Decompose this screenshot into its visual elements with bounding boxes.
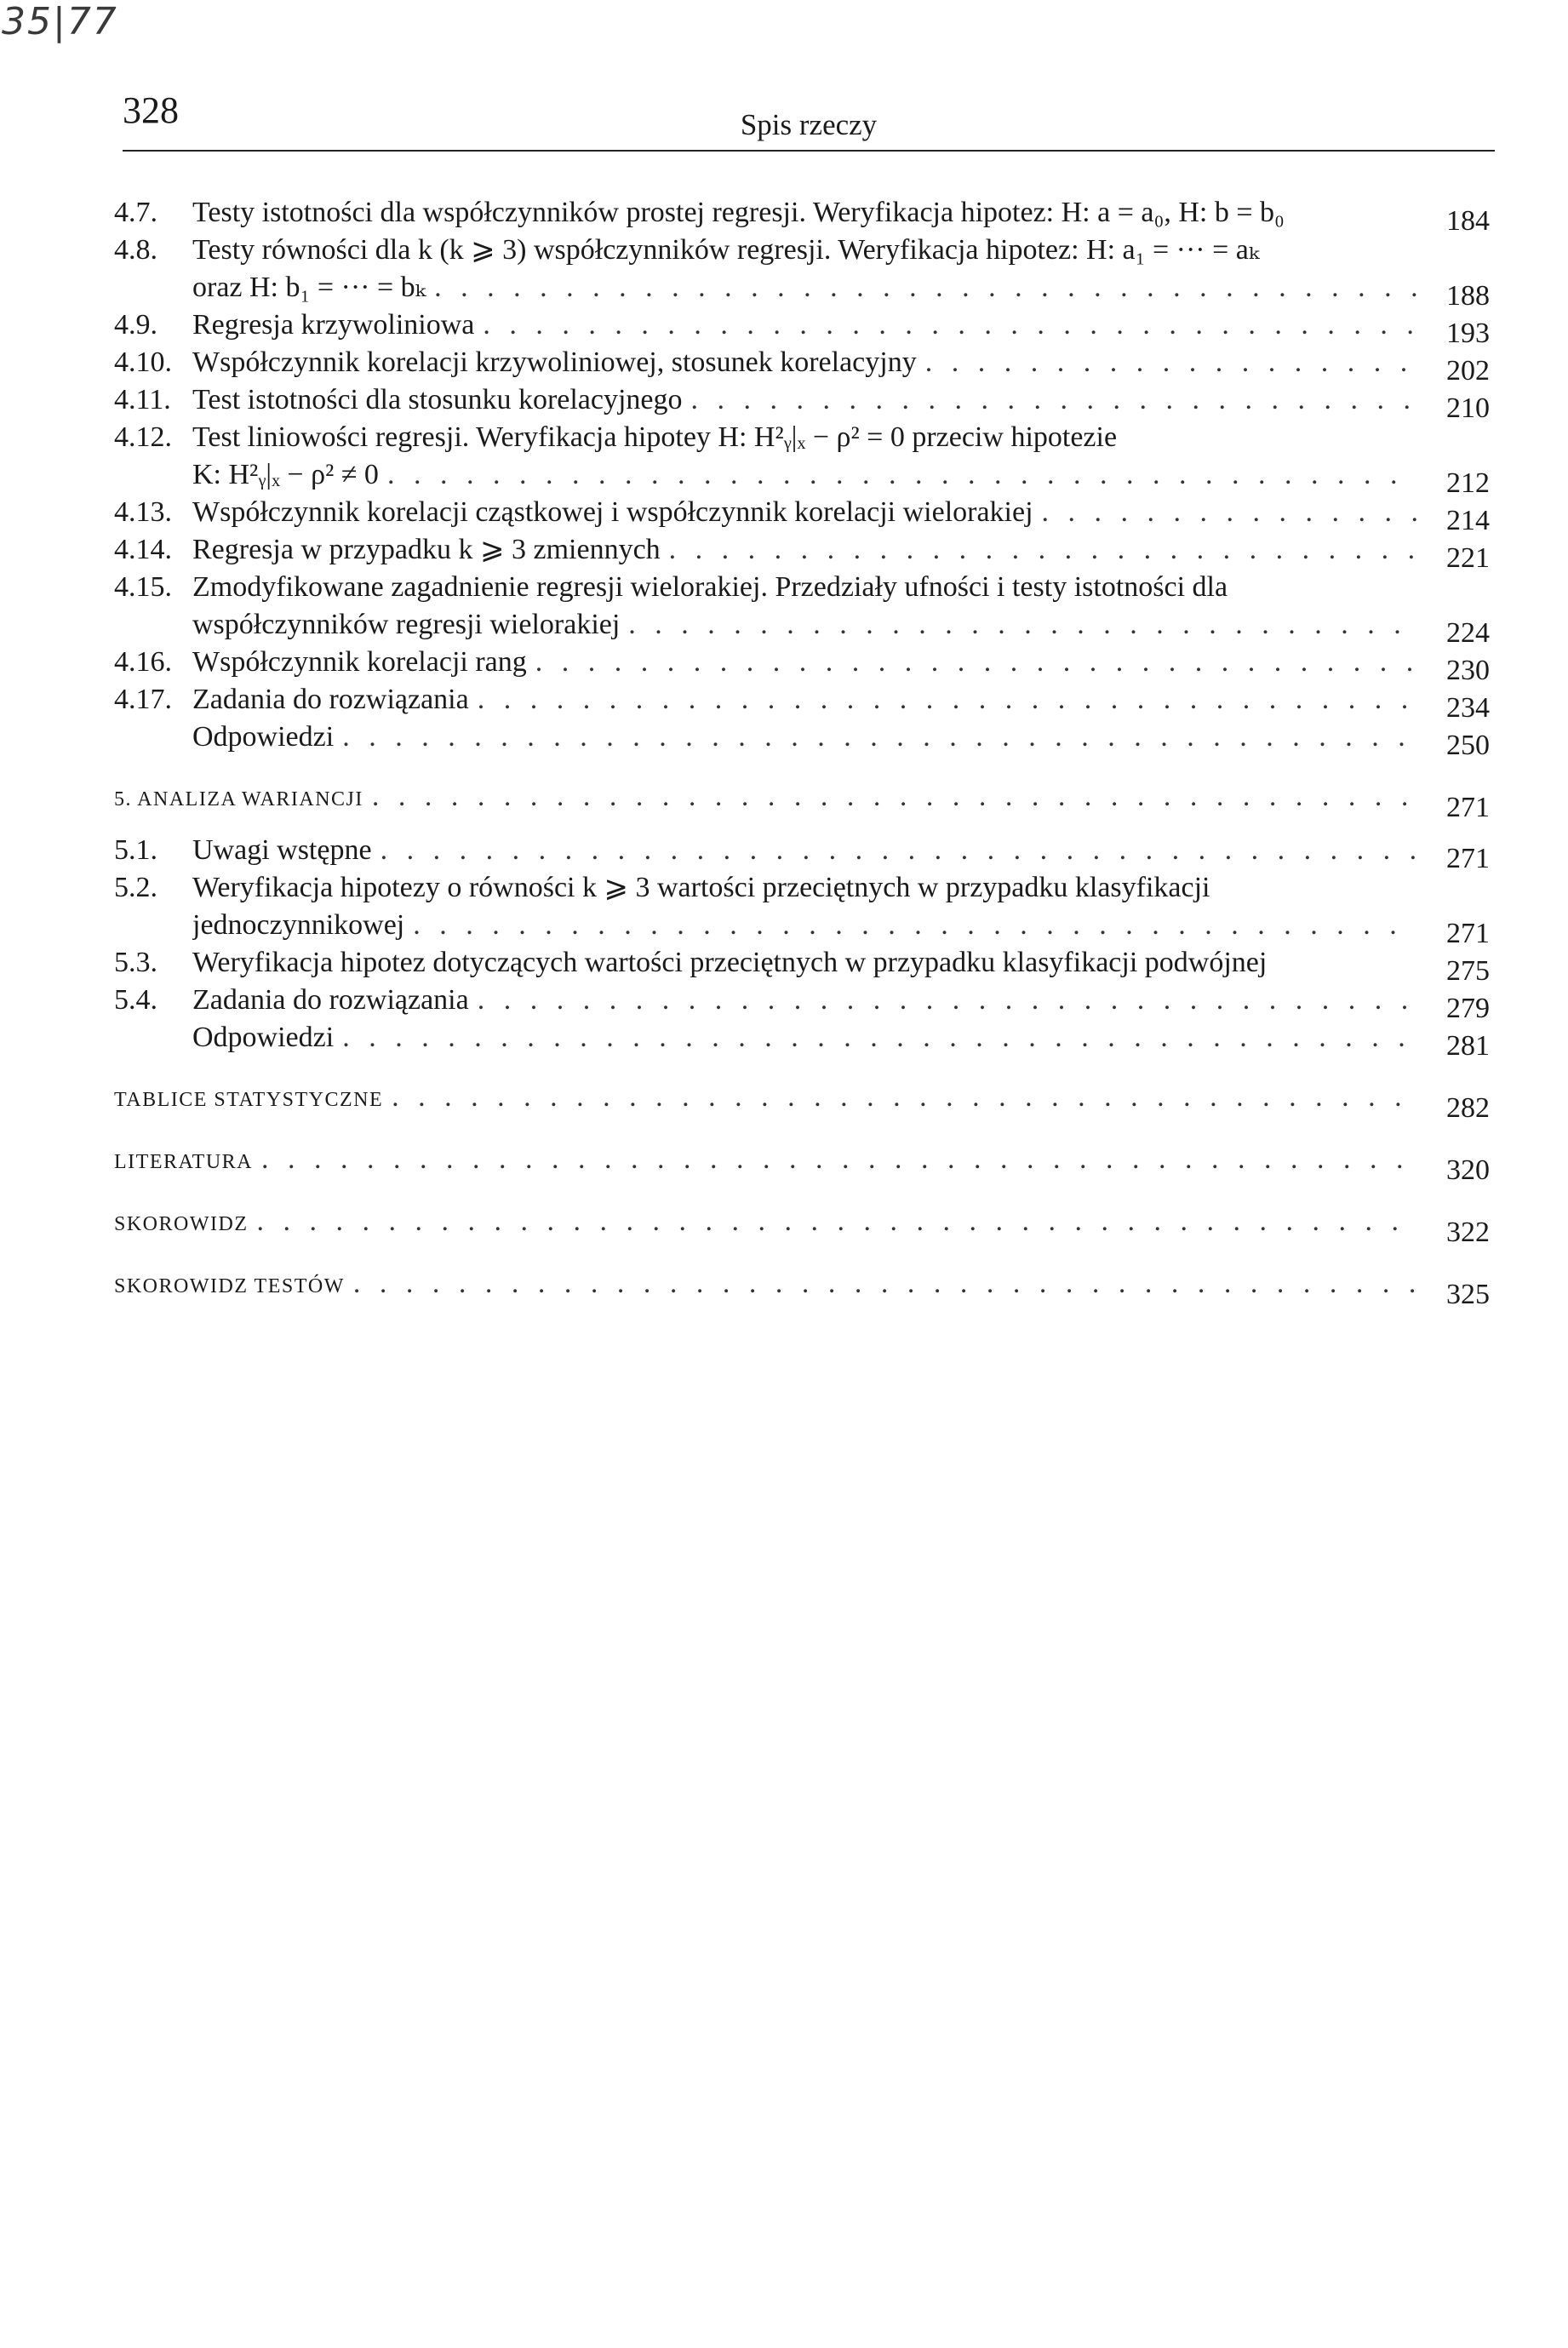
leader-dots: [628, 606, 1416, 644]
leader-dots: [535, 644, 1416, 681]
entry-page: 224: [1446, 617, 1490, 649]
entry-number: 4.12.: [114, 421, 172, 453]
leader-dots: [372, 778, 1416, 816]
entry-page: 275: [1446, 955, 1490, 987]
entry-number: 5.1.: [114, 834, 157, 866]
toc-entry: [114, 531, 1490, 574]
entry-number: 4.9.: [114, 309, 157, 341]
entry-page: 250: [1446, 730, 1490, 761]
leader-dots: [1042, 494, 1416, 531]
leader-dots: [478, 681, 1416, 719]
entry-number: 4.11.: [114, 384, 171, 415]
leader-dots: [342, 719, 1416, 756]
entry-number: 4.17.: [114, 684, 172, 715]
leader-dots: [925, 344, 1416, 381]
entry-page: 230: [1446, 655, 1490, 686]
leader-dots: [413, 907, 1416, 944]
table-of-contents: [114, 194, 1490, 1310]
toc-entry: [114, 381, 1490, 424]
back-matter-heading: [114, 1203, 1490, 1248]
leader-dots: [691, 381, 1416, 419]
entry-title: Weryfikacja hipotezy o równości k ⩾ 3 wartości przeciętnych w przypadku klasyfikacji: [192, 872, 1210, 903]
toc-entry: [114, 832, 1490, 874]
entry-page: 184: [1446, 205, 1490, 237]
back-matter-heading: [114, 1141, 1490, 1186]
toc-entry: [114, 344, 1490, 387]
entry-number: 5.4.: [114, 984, 157, 1016]
leader-dots: [669, 531, 1416, 569]
entry-page: 188: [1446, 280, 1490, 312]
entry-page: 214: [1446, 505, 1490, 536]
leader-dots: [392, 1079, 1416, 1116]
entry-title: Zadania do rozwiązania: [192, 984, 469, 1016]
entry-title: Testy równości dla k (k ⩾ 3) współczynników regresji. Weryfikacja hipotez: H: a₁ = ··· = aₖ: [192, 234, 1260, 266]
entry-page: 271: [1446, 843, 1490, 874]
toc-entry: [114, 232, 1490, 312]
leader-dots: [434, 269, 1416, 306]
toc-entry: [114, 719, 1490, 761]
entry-page: 281: [1446, 1030, 1490, 1062]
leader-dots: [342, 1019, 1416, 1057]
entry-title: Regresja krzywoliniowa: [192, 309, 475, 341]
entry-page: 221: [1446, 542, 1490, 574]
entry-title: Test liniowości regresji. Weryfikacja hipotey H: H²ᵧ|ₓ − ρ² = 0 przeciw hipotezie: [192, 421, 1118, 453]
entry-number: 4.15.: [114, 571, 172, 603]
page-number: 328: [123, 89, 179, 131]
entry-page: 271: [1446, 918, 1490, 949]
entry-page: 212: [1446, 467, 1490, 499]
handwritten-note: 35|77: [2, 0, 118, 43]
back-matter-page: 322: [1446, 1217, 1490, 1248]
entry-number: 4.16.: [114, 646, 172, 678]
entry-title-cont: jednoczynnikowej: [192, 909, 405, 941]
toc-entry: [114, 982, 1490, 1024]
leader-dots: [483, 306, 1416, 344]
entry-number: 4.10.: [114, 346, 172, 378]
back-matter-page: 282: [1446, 1092, 1490, 1124]
entry-title-cont: współczynników regresji wielorakiej: [192, 609, 621, 640]
back-matter-title: TABLICE STATYSTYCZNE: [114, 1089, 384, 1111]
toc-entry: [114, 569, 1490, 649]
entry-title: Regresja w przypadku k ⩾ 3 zmiennych: [192, 534, 661, 565]
chapter-page: 271: [1446, 792, 1490, 823]
entry-title: Współczynnik korelacji rang: [192, 646, 527, 678]
entry-title: Weryfikacja hipotez dotyczących wartości przeciętnych w przypadku klasyfikacji podwójnej: [192, 947, 1268, 978]
back-matter-title: SKOROWIDZ TESTÓW: [114, 1275, 345, 1297]
chapter-heading: [114, 778, 1490, 823]
entry-title: Współczynnik korelacji cząstkowej i współczynnik korelacji wielorakiej: [192, 496, 1033, 528]
entry-page: 202: [1446, 355, 1490, 387]
leader-dots: [353, 1265, 1416, 1303]
back-matter-title: SKOROWIDZ: [114, 1213, 249, 1235]
entry-page: 210: [1446, 392, 1490, 424]
entry-title: Testy istotności dla współczynników prostej regresji. Weryfikacja hipotez: H: a = a₀, H: b = b₀: [192, 197, 1285, 228]
toc-entry: [114, 681, 1490, 724]
leader-dots: [478, 982, 1416, 1019]
entry-page: 193: [1446, 318, 1490, 349]
chapter-title: 5. ANALIZA WARIANCJI: [114, 788, 363, 810]
entry-number: 5.3.: [114, 947, 157, 978]
entry-title: Zmodyfikowane zagadnienie regresji wielorakiej. Przedziały ufności i testy istotności dla: [192, 571, 1228, 603]
toc-entry: [114, 419, 1490, 499]
entry-title: Zadania do rozwiązania: [192, 684, 469, 715]
toc-entry: [114, 869, 1490, 949]
toc-entry: [114, 306, 1490, 349]
back-matter-page: 325: [1446, 1279, 1490, 1310]
back-matter-title: LITERATURA: [114, 1151, 253, 1173]
entry-title-cont: oraz H: b₁ = ··· = bₖ: [192, 272, 426, 303]
entry-page: 279: [1446, 993, 1490, 1024]
back-matter-page: 320: [1446, 1154, 1490, 1186]
toc-entry: [114, 494, 1490, 536]
back-matter-heading: [114, 1265, 1490, 1310]
entry-title: Odpowiedzi: [192, 1022, 335, 1053]
entry-page: 234: [1446, 692, 1490, 724]
entry-number: 4.14.: [114, 534, 172, 565]
entry-number: 4.7.: [114, 197, 157, 228]
entry-number: 4.13.: [114, 496, 172, 528]
entry-number: 5.2.: [114, 872, 157, 903]
leader-dots: [387, 456, 1416, 494]
header-rule: [123, 150, 1495, 152]
entry-title: Współczynnik korelacji krzywoliniowej, stosunek korelacyjny: [192, 346, 917, 378]
entry-title: Test istotności dla stosunku korelacyjnego: [192, 384, 683, 415]
leader-dots: [257, 1203, 1417, 1240]
entry-title: Uwagi wstępne: [192, 834, 372, 866]
toc-entry: [114, 1019, 1490, 1062]
running-title: Spis rzeczy: [740, 108, 878, 141]
leader-dots: [261, 1141, 1416, 1178]
entry-number: 4.8.: [114, 234, 157, 266]
toc-entry: [114, 944, 1490, 987]
back-matter-heading: [114, 1079, 1490, 1124]
leader-dots: [381, 832, 1416, 869]
toc-entry: [114, 644, 1490, 686]
toc-entry: [114, 194, 1490, 237]
entry-title: Odpowiedzi: [192, 721, 335, 753]
entry-title-cont: K: H²ᵧ|ₓ − ρ² ≠ 0: [192, 459, 379, 490]
